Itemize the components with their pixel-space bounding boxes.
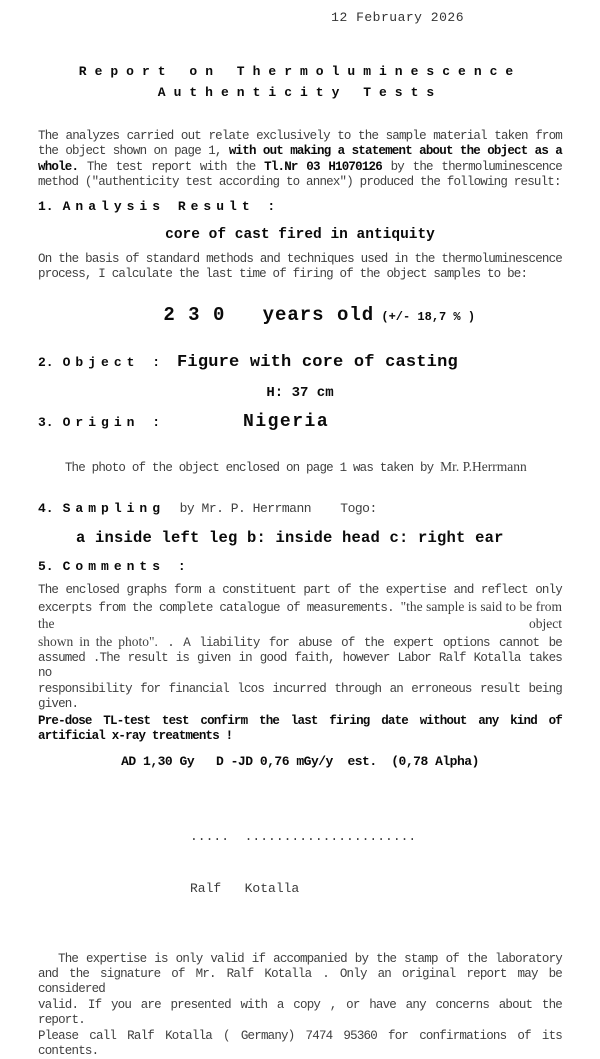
text-segment: The analyzes carried out relate exclusively to the sample material taken from <box>38 129 562 143</box>
text-segment: responsibility for financial lcos incurred through an erroneous result being <box>38 682 562 696</box>
text-segment: Please call Ralf Kotalla ( Germany) 7474 95360 for confirmations of its contents. <box>38 1029 562 1058</box>
age-tolerance: (+/- 18,7 % ) <box>374 310 475 324</box>
text-segment: whole. <box>38 160 78 174</box>
text-segment: The enclosed graphs form a constituent part of the expertise and reflect only <box>38 583 562 597</box>
heading-label: Sampling <box>63 501 165 516</box>
signature-name: Ralf Kotalla <box>190 881 562 896</box>
text-line <box>38 634 562 651</box>
text-segment: Tl.Nr 03 H1070126 <box>264 160 382 174</box>
photo-note-text: The photo of the object enclosed on page 1 was taken by <box>65 461 440 475</box>
text-segment: with out making a statement about the object as a <box>229 144 562 158</box>
heading-number: 5. <box>38 559 54 574</box>
signature-dots: ..... ...................... <box>190 829 562 844</box>
dose-values-line: AD 1,30 Gy D -JD 0,76 mGy/y est. (0,78 Alpha) <box>38 754 562 769</box>
text-segment: . A liability for abuse of the expert options cannot be <box>158 636 562 650</box>
comments-heading <box>38 559 562 574</box>
heading-number: 1. <box>38 199 54 214</box>
photo-note <box>38 445 562 489</box>
predose-paragraph <box>38 714 562 745</box>
object-height: H: 37 cm <box>38 385 562 401</box>
heading-label: Comments : <box>63 559 191 574</box>
heading-label: Object : <box>63 355 165 370</box>
heading-label: Origin : <box>63 415 165 430</box>
text-segment: Pre-dose TL-test test confirm the last firing date without any kind of <box>38 714 562 728</box>
text-segment: On the basis of standard methods and techniques used in the thermoluminescence <box>38 252 562 266</box>
heading-number: 2. <box>38 355 54 370</box>
heading-label: Analysis Result : <box>63 199 281 214</box>
text-line <box>38 599 562 634</box>
text-line <box>38 267 562 282</box>
text-line <box>38 967 562 998</box>
text-line <box>38 952 562 967</box>
photo-note-name: Mr. P.Herrmann <box>440 459 527 474</box>
text-line <box>38 697 562 712</box>
report-date: 12 February 2026 <box>38 10 562 25</box>
heading-number: 3. <box>38 415 54 430</box>
text-line <box>38 175 562 190</box>
text-line <box>38 583 562 598</box>
age-result-line <box>38 286 562 344</box>
report-title-line1: Report on Thermoluminescence <box>38 61 562 82</box>
comments-paragraph <box>38 583 562 712</box>
object-heading <box>38 353 562 372</box>
text-line <box>38 144 562 159</box>
text-segment: shown in the photo". <box>38 634 158 649</box>
text-segment: and the signature of Mr. Ralf Kotalla . Only an original report may be considered <box>38 967 562 996</box>
text-line <box>38 682 562 697</box>
origin-value: Nigeria <box>243 412 329 432</box>
text-line <box>38 714 562 729</box>
text-segment: assumed .The result is given in good faith, however Labor Ralf Kotalla takes no <box>38 651 562 680</box>
text-segment: the object shown on page 1, <box>38 144 229 158</box>
sampling-locations: a inside left leg b: inside head c: right ear <box>38 529 562 547</box>
text-segment: method ("authenticity test according to annex") produced the following result: <box>38 175 561 189</box>
text-line <box>38 651 562 682</box>
signature-block <box>38 799 562 926</box>
intro-paragraph <box>38 129 562 191</box>
sampling-by-text: by Mr. P. Herrmann Togo: <box>165 501 377 516</box>
text-segment: by the thermoluminescence <box>382 160 562 174</box>
text-line <box>38 1029 562 1059</box>
text-segment: The test report with the <box>78 160 264 174</box>
object-value: Figure with core of casting <box>177 353 458 372</box>
heading-number: 4. <box>38 501 54 516</box>
text-segment: process, I calculate the last time of firing of the object samples to be: <box>38 267 527 281</box>
text-line <box>38 998 562 1029</box>
analysis-result-heading <box>38 199 562 214</box>
sampling-heading <box>38 501 562 516</box>
text-segment: "the sample is said to be from the object <box>38 599 562 631</box>
text-segment: The expertise is only valid if accompanied by the stamp of the laboratory <box>58 952 562 966</box>
text-line <box>38 252 562 267</box>
text-line <box>38 729 562 744</box>
footer-paragraph <box>38 952 562 1059</box>
text-segment: given. <box>38 697 78 711</box>
text-segment: artificial x-ray treatments ! <box>38 729 232 743</box>
report-title <box>38 61 562 103</box>
basis-paragraph <box>38 252 562 283</box>
text-segment: excerpts from the complete catalogue of measurements. <box>38 601 401 615</box>
report-title-line2: Authenticity Tests <box>38 82 562 103</box>
analysis-result-value: core of cast fired in antiquity <box>38 227 562 243</box>
text-line <box>38 160 562 175</box>
origin-heading <box>38 412 562 432</box>
text-line <box>38 129 562 144</box>
age-value: 2 3 0 years old <box>163 304 374 326</box>
text-segment: valid. If you are presented with a copy , or have any concerns about the report. <box>38 998 562 1027</box>
